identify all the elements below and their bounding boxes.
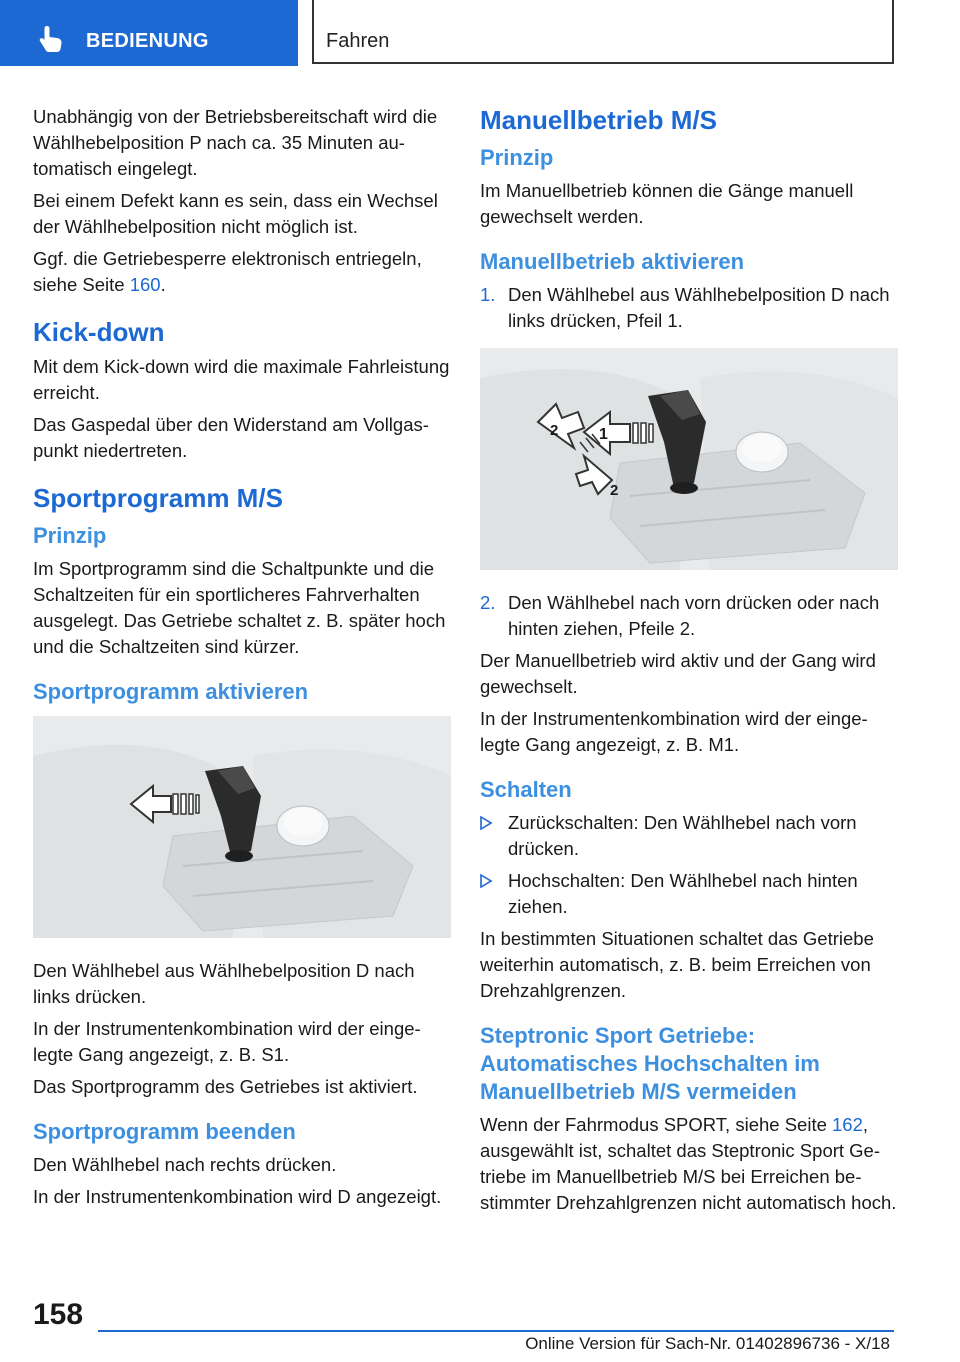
step-text: Den Wählhebel aus Wählhebelposition D nach links drücken, Pfeil 1. (508, 284, 890, 331)
paragraph: Im Sportprogramm sind die Schaltpunkte und die Schaltzeiten für ein sportlicheres Fahrverhalten ausgelegt. Das Getriebe schaltet z. B. später hoch und die Schaltzeiten sind kürzer. (33, 558, 446, 657)
page-number: 158 (33, 1298, 84, 1331)
paragraph: Bei einem Defekt kann es sein, dass ein Wechsel der Wählhebelposition nicht möglich ist. (33, 190, 438, 237)
paragraph: Den Wählhebel aus Wählhebelposition D nach links drücken. (33, 960, 415, 1007)
heading-manuellbetrieb: Manuellbetrieb M/S (480, 105, 717, 135)
step-list (480, 590, 898, 642)
step-number: 2. (480, 592, 496, 613)
paragraph: Mit dem Kick-down wird die maximale Fahrleistung erreicht. (33, 356, 450, 403)
paragraph (33, 246, 451, 298)
paragraph: Unabhängig von der Betriebsbereitschaft wird die Wählhebelposition P nach ca. 35 Minuten automatisch eingelegt. (33, 106, 438, 179)
section-label: BEDIENUNG (86, 30, 209, 52)
selector-lever-illustration (33, 716, 451, 938)
paragraph: In der Instrumentenkombination wird der eingelegte Gang angezeigt, z. B. S1. (33, 1018, 421, 1065)
paragraph: In der Instrumentenkombination wird der eingelegte Gang angezeigt, z. B. M1. (480, 708, 868, 755)
paragraph-text: , ausgewählt ist, schaltet das Steptronic Sport Getriebe im Manuellbetrieb M/S bei Erreichen bestimmter Drehzahlgrenzen nicht automatisch hoch. (480, 1114, 897, 1213)
paragraph: Der Manuellbetrieb wird aktiv und der Gang wird gewechselt. (480, 650, 876, 697)
bullet-text: Zurückschalten: Den Wählhebel nach vorn drücken. (508, 812, 857, 859)
figure-label-arrow-2-forward: 2 (550, 422, 559, 439)
paragraph: Den Wählhebel nach rechts drücken. (33, 1154, 337, 1175)
footer-divider (98, 1330, 894, 1332)
subheading-steptronic: Steptronic Sport Getriebe: Automatisches Hochschalten im Manuellbetrieb M/S vermeiden (480, 1023, 820, 1104)
triangle-right-icon (480, 874, 492, 888)
triangle-right-icon (480, 816, 492, 830)
paragraph (480, 1112, 898, 1216)
bullet-text: Hochschalten: Den Wählhebel nach hinten ziehen. (508, 870, 858, 917)
subheading-prinzip: Prinzip (480, 145, 554, 170)
page-reference-link[interactable]: 160 (129, 274, 161, 295)
paragraph: In der Instrumentenkombination wird D angezeigt. (33, 1186, 442, 1207)
step-number: 1. (480, 284, 496, 305)
figure-selector-lever-left (33, 716, 451, 938)
subheading-schalten: Schalten (480, 777, 572, 802)
paragraph: Das Gaspedal über den Widerstand am Vollgaspunkt niedertreten. (33, 414, 429, 461)
right-column (480, 104, 898, 1222)
paragraph-text: . (160, 274, 166, 295)
list-item (480, 590, 898, 642)
page-reference-link[interactable]: 162 (832, 1114, 863, 1135)
hand-pointer-icon (38, 25, 64, 53)
subheading-manuell-aktivieren: Manuellbetrieb aktivieren (480, 249, 745, 274)
heading-kickdown: Kick-down (33, 317, 165, 347)
bullet-list (480, 810, 898, 920)
subheading-sport-beenden: Sportprogramm beenden (33, 1119, 296, 1144)
subheading-prinzip: Prinzip (33, 523, 107, 548)
section-tab[interactable] (0, 0, 298, 66)
paragraph-text: Ggf. die Getriebesperre elektronisch entriegeln, siehe Seite (33, 248, 422, 295)
list-item (480, 282, 898, 334)
chapter-title: Fahren (326, 30, 390, 52)
figure-label-arrow-1: 1 (599, 426, 608, 443)
figure-label-arrow-2-back: 2 (610, 482, 619, 499)
step-text: Den Wählhebel nach vorn drücken oder nach hinten ziehen, Pfeile 2. (508, 592, 880, 639)
step-list (480, 282, 898, 334)
heading-sportprogramm: Sportprogramm M/S (33, 483, 283, 513)
list-item (480, 868, 898, 920)
list-item (480, 810, 898, 862)
chapter-header (312, 0, 894, 64)
left-column (33, 104, 451, 1216)
selector-lever-arrows-illustration (480, 348, 898, 570)
subheading-sport-aktivieren: Sportprogramm aktivieren (33, 679, 309, 704)
paragraph: In bestimmten Situationen schaltet das Getriebe weiterhin automatisch, z. B. beim Erreichen von Drehzahlgrenzen. (480, 928, 874, 1001)
figure-selector-lever-right (480, 348, 898, 570)
paragraph: Im Manuellbetrieb können die Gänge manuell gewechselt werden. (480, 180, 854, 227)
footer-online-version: Online Version für Sach-Nr. 01402896736 - X/18 (525, 1334, 890, 1353)
paragraph-text: Wenn der Fahrmodus SPORT, siehe Seite (480, 1114, 833, 1135)
paragraph: Das Sportprogramm des Getriebes ist aktiviert. (33, 1076, 418, 1097)
